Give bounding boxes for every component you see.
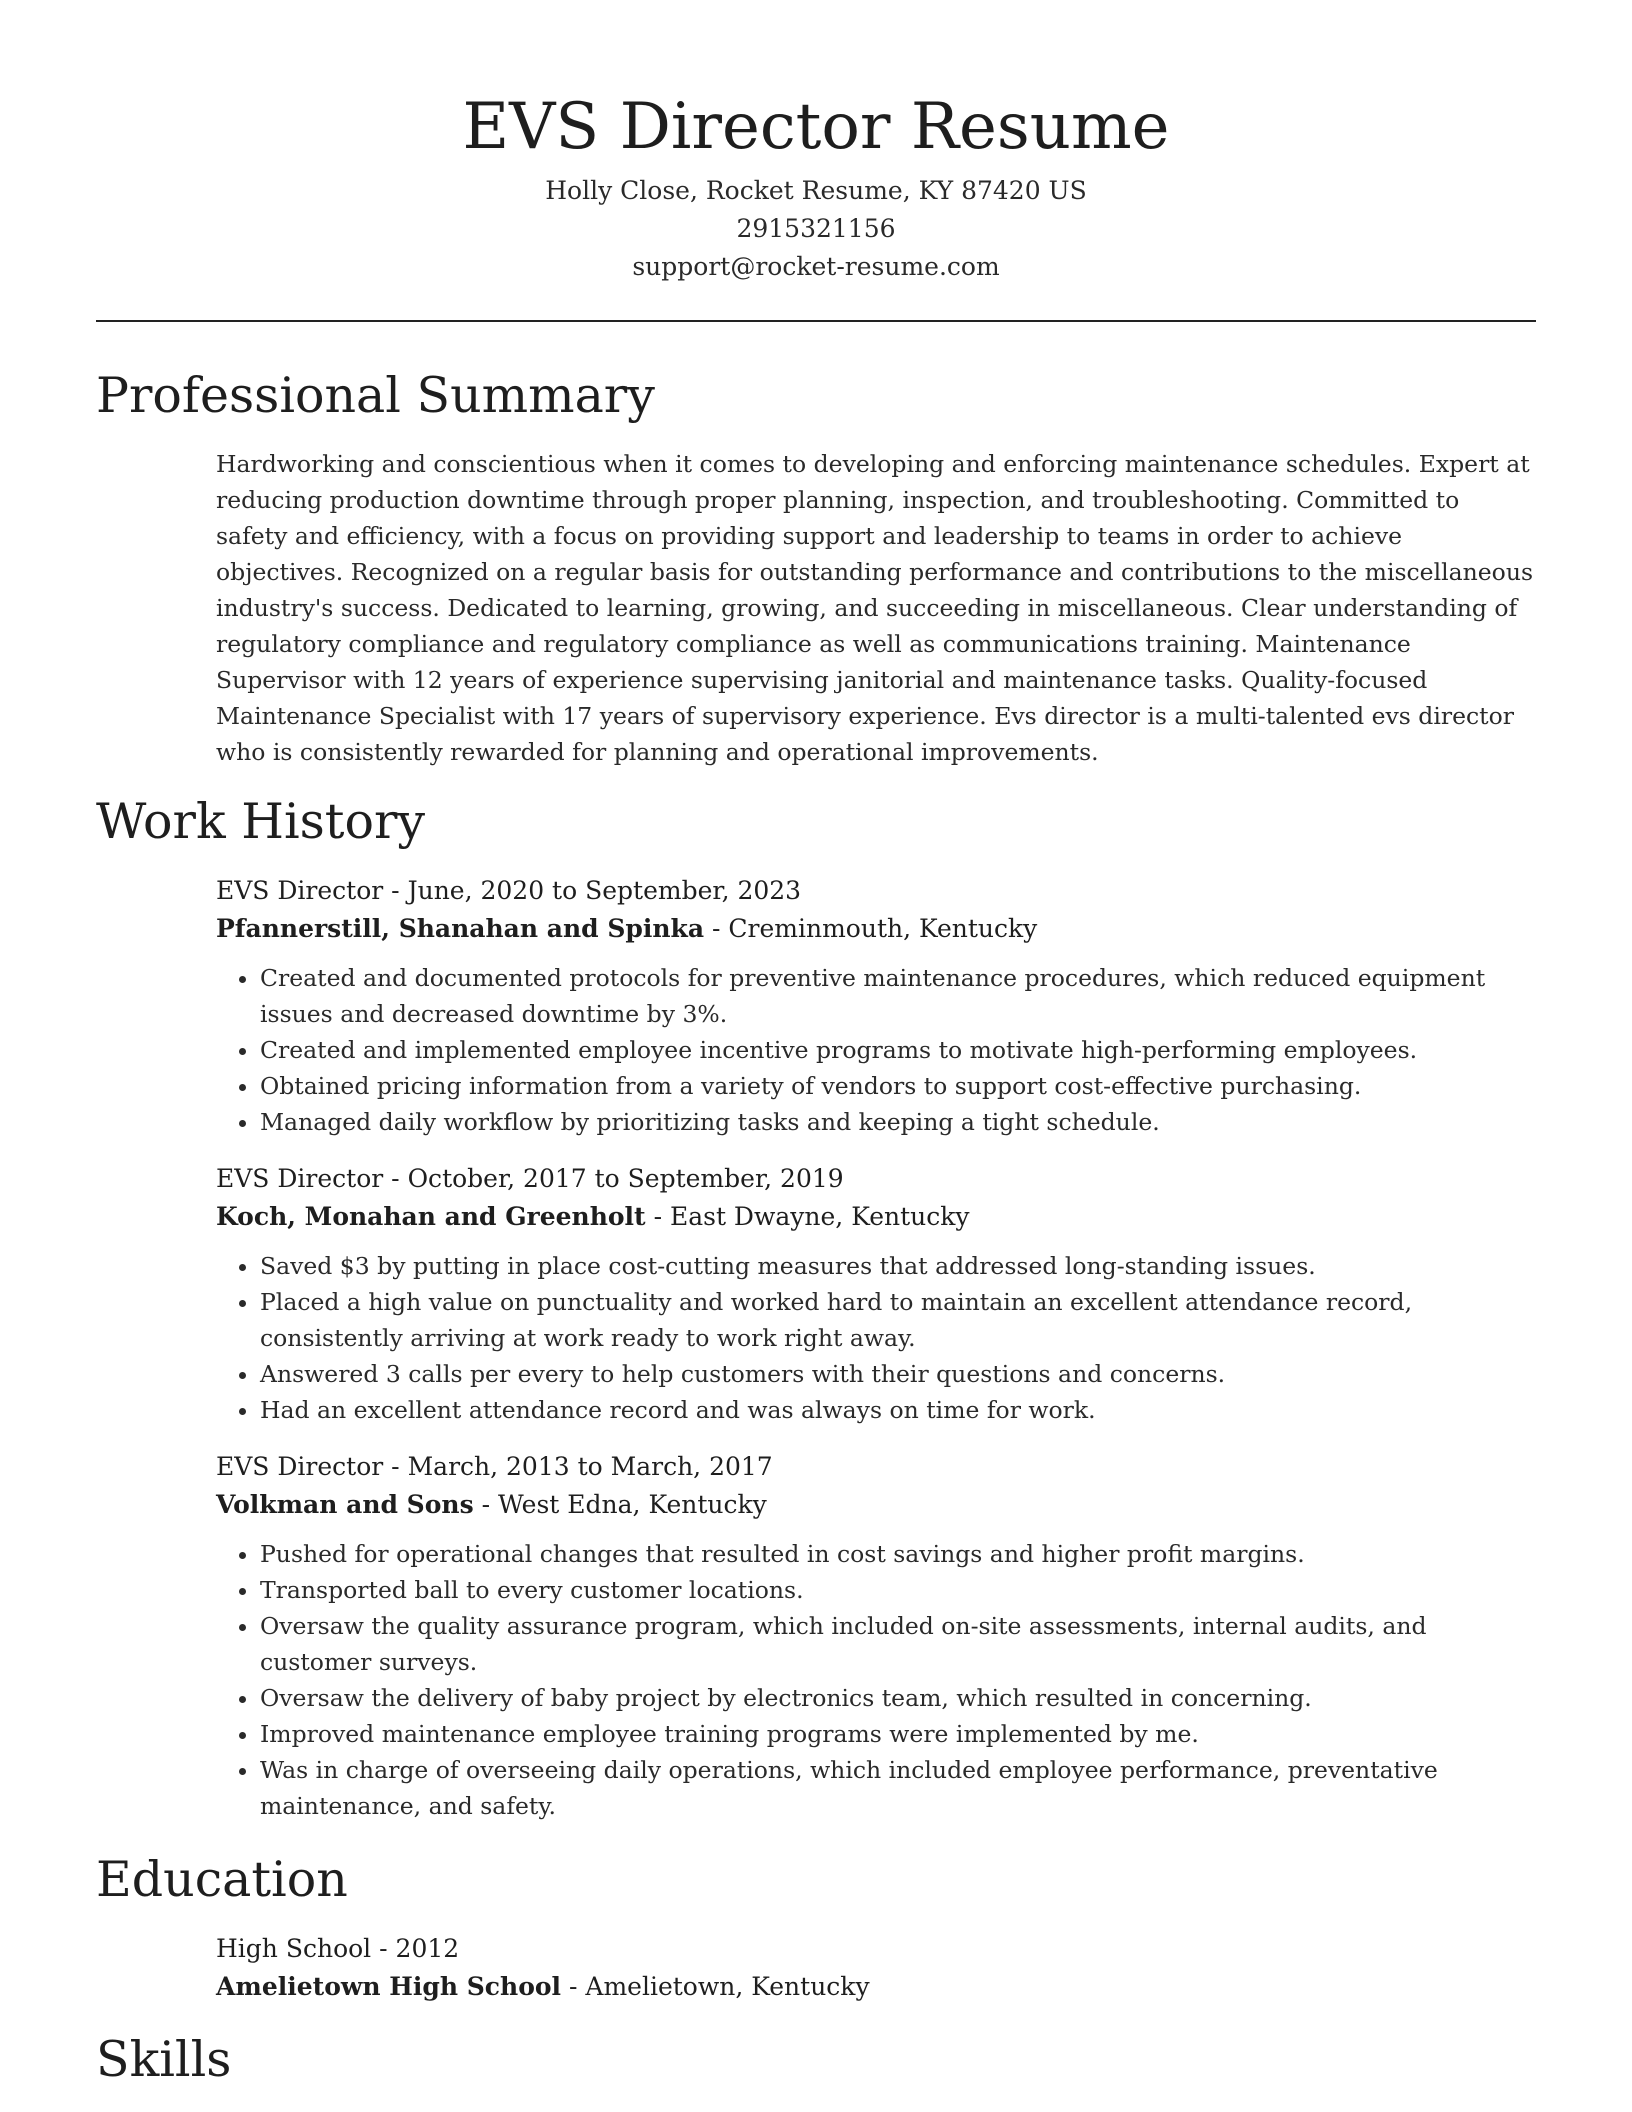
- job-company-line: [216, 910, 1536, 948]
- header-divider: [96, 320, 1536, 322]
- list-item: • Transported ball to every customer locations.: [260, 1572, 1536, 1608]
- job-bullets: [216, 960, 1536, 1140]
- education-entry: [216, 1930, 1536, 2006]
- list-item: • Pushed for operational changes that resulted in cost savings and higher profit margins.: [260, 1536, 1536, 1572]
- summary-heading: Professional Summary: [96, 367, 655, 424]
- job-title: EVS Director: [216, 876, 384, 905]
- education-degree: High School: [216, 1934, 372, 1963]
- summary-section: [96, 366, 1536, 770]
- list-item: • Placed a high value on punctuality and worked hard to maintain an excellent attendance record, consistently arriving at work ready to work right away.: [260, 1284, 1536, 1356]
- list-item: • Answered 3 calls per every to help customers with their questions and concerns.: [260, 1356, 1536, 1392]
- job-location: - East Dwayne, Kentucky: [653, 1202, 970, 1231]
- job-dates: - June, 2020 to September, 2023: [391, 876, 802, 905]
- list-item: • Had an excellent attendance record and was always on time for work.: [260, 1392, 1536, 1428]
- education-location: - Amelietown, Kentucky: [569, 1972, 870, 2001]
- work-history-section: [96, 792, 1536, 1824]
- job-company: Koch, Monahan and Greenholt: [216, 1202, 646, 1231]
- contact-phone: 2915321156: [736, 214, 896, 243]
- education-school-line: [216, 1968, 1536, 2006]
- education-school: Amelietown High School: [216, 1972, 562, 2001]
- job-entry: [216, 1160, 1536, 1428]
- summary-text: Hardworking and conscientious when it comes to developing and enforcing maintenance schedules. Expert at reducing production downtime through proper planning, inspection, and troubleshooting. Committed to safety and efficiency, with a focus on providing support and leadership to teams in order to achieve objectives. Recognized on a regular basis for outstanding performance and contributions to the miscellaneous industry's success. Dedicated to learning, growing, and succeeding in miscellaneous. Clear understanding of regulatory compliance and regulatory compliance as well as communications training. Maintenance Supervisor with 12 years of experience supervising janitorial and maintenance tasks. Quality-focused Maintenance Specialist with 17 years of supervisory experience. Evs director is a multi-talented evs director who is consistently rewarded for planning and operational improvements.: [216, 450, 1534, 766]
- work-history-heading: Work History: [96, 793, 426, 850]
- list-item: • Managed daily workflow by prioritizing tasks and keeping a tight schedule.: [260, 1104, 1536, 1140]
- education-year: - 2012: [379, 1934, 460, 1963]
- job-entry: [216, 1448, 1536, 1824]
- list-item: • Obtained pricing information from a variety of vendors to support cost-effective purchasing.: [260, 1068, 1536, 1104]
- education-heading: Education: [96, 1851, 348, 1908]
- resume-page: [96, 0, 1536, 2090]
- list-item: • Created and implemented employee incentive programs to motivate high-performing employees.: [260, 1032, 1536, 1068]
- job-title: EVS Director: [216, 1452, 384, 1481]
- job-bullets: [216, 1536, 1536, 1824]
- job-location: - West Edna, Kentucky: [481, 1490, 767, 1519]
- job-dates: - October, 2017 to September, 2019: [391, 1164, 844, 1193]
- education-degree-line: [216, 1930, 1536, 1968]
- list-item: • Improved maintenance employee training programs were implemented by me.: [260, 1716, 1536, 1752]
- job-title: EVS Director: [216, 1164, 384, 1193]
- job-title-line: [216, 1448, 1536, 1486]
- job-title-line: [216, 872, 1536, 910]
- job-company: Pfannerstill, Shanahan and Spinka: [216, 914, 705, 943]
- contact-address: Holly Close, Rocket Resume, KY 87420 US: [545, 176, 1087, 205]
- list-item: • Created and documented protocols for preventive maintenance procedures, which reduced equipment issues and decreased downtime by 3%.: [260, 960, 1536, 1032]
- list-item: • Saved $3 by putting in place cost-cutting measures that addressed long-standing issues.: [260, 1248, 1536, 1284]
- job-company-line: [216, 1198, 1536, 1236]
- contact-email: support@rocket-resume.com: [632, 252, 1000, 281]
- job-entry: [216, 872, 1536, 1140]
- job-company: Volkman and Sons: [216, 1490, 474, 1519]
- list-item: • Was in charge of overseeing daily operations, which included employee performance, preventative maintenance, and safety.: [260, 1752, 1536, 1824]
- page-title: EVS Director Resume: [462, 90, 1170, 164]
- list-item: • Oversaw the delivery of baby project by electronics team, which resulted in concerning.: [260, 1680, 1536, 1716]
- education-section: [96, 1850, 1536, 2006]
- job-company-line: [216, 1486, 1536, 1524]
- job-bullets: [216, 1248, 1536, 1428]
- job-location: - Creminmouth, Kentucky: [712, 914, 1038, 943]
- resume-header: [96, 0, 1536, 286]
- job-title-line: [216, 1160, 1536, 1198]
- list-item: • Oversaw the quality assurance program, which included on-site assessments, internal audits, and customer surveys.: [260, 1608, 1536, 1680]
- skills-heading: Skills: [96, 2031, 232, 2088]
- skills-section: [96, 2030, 1536, 2090]
- job-dates: - March, 2013 to March, 2017: [391, 1452, 773, 1481]
